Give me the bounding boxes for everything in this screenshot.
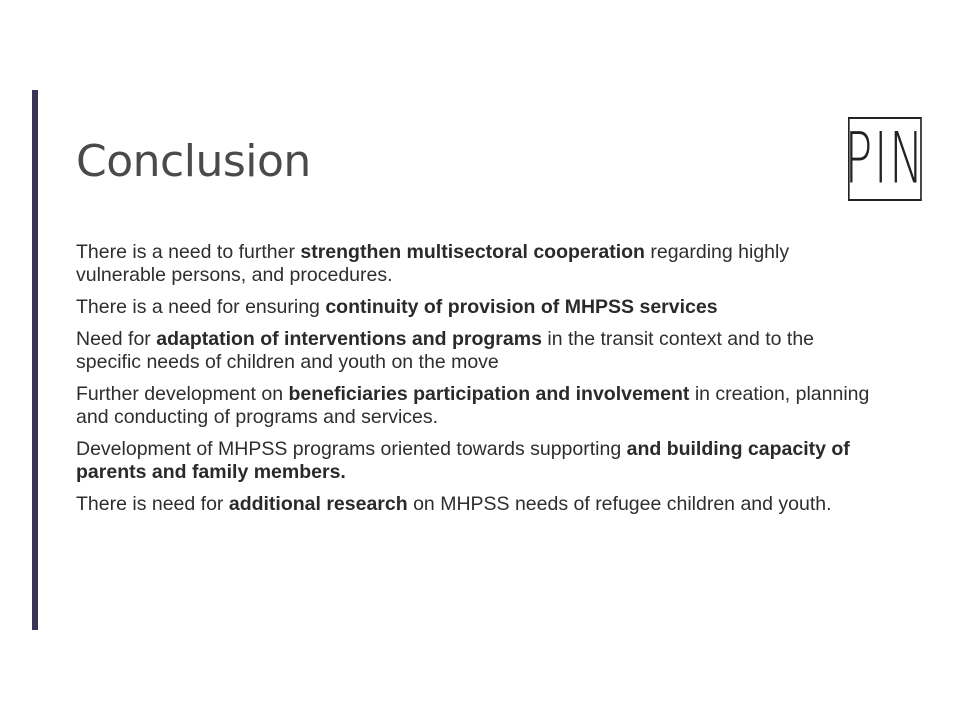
conclusion-list [76, 241, 876, 525]
emphasis-text: continuity of provision of MHPSS services [325, 296, 718, 318]
body-text: Further development on [76, 383, 289, 405]
conclusion-item [76, 438, 876, 484]
conclusion-item [76, 328, 876, 374]
body-text: in the transit context and to the specific needs of children and youth on the move [76, 328, 815, 373]
conclusion-item [76, 493, 876, 516]
slide-title: Conclusion [76, 136, 311, 187]
body-text: on MHPSS needs of refugee children and youth. [407, 493, 832, 515]
emphasis-text: and building capacity of parents and family members. [76, 438, 850, 483]
emphasis-text: additional research [228, 493, 408, 515]
body-text: regarding highly vulnerable persons, and procedures. [76, 241, 790, 286]
body-text: There is need for [76, 493, 229, 515]
body-text: There is a need to further [76, 241, 301, 263]
conclusion-item [76, 241, 876, 287]
logo-text: PIN [844, 118, 926, 200]
emphasis-text: strengthen multisectoral cooperation [300, 241, 645, 263]
body-text: There is a need for ensuring [76, 296, 326, 318]
body-text: in creation, planning and conducting of programs and services. [76, 383, 870, 428]
pin-logo [844, 117, 926, 201]
body-text: Development of MHPSS programs oriented towards supporting [76, 438, 627, 460]
conclusion-item [76, 296, 876, 319]
conclusion-item [76, 383, 876, 429]
emphasis-text: adaptation of interventions and programs [156, 328, 542, 350]
emphasis-text: beneficiaries participation and involvement [288, 383, 690, 405]
body-text: Need for [76, 328, 157, 350]
accent-bar [32, 90, 38, 630]
